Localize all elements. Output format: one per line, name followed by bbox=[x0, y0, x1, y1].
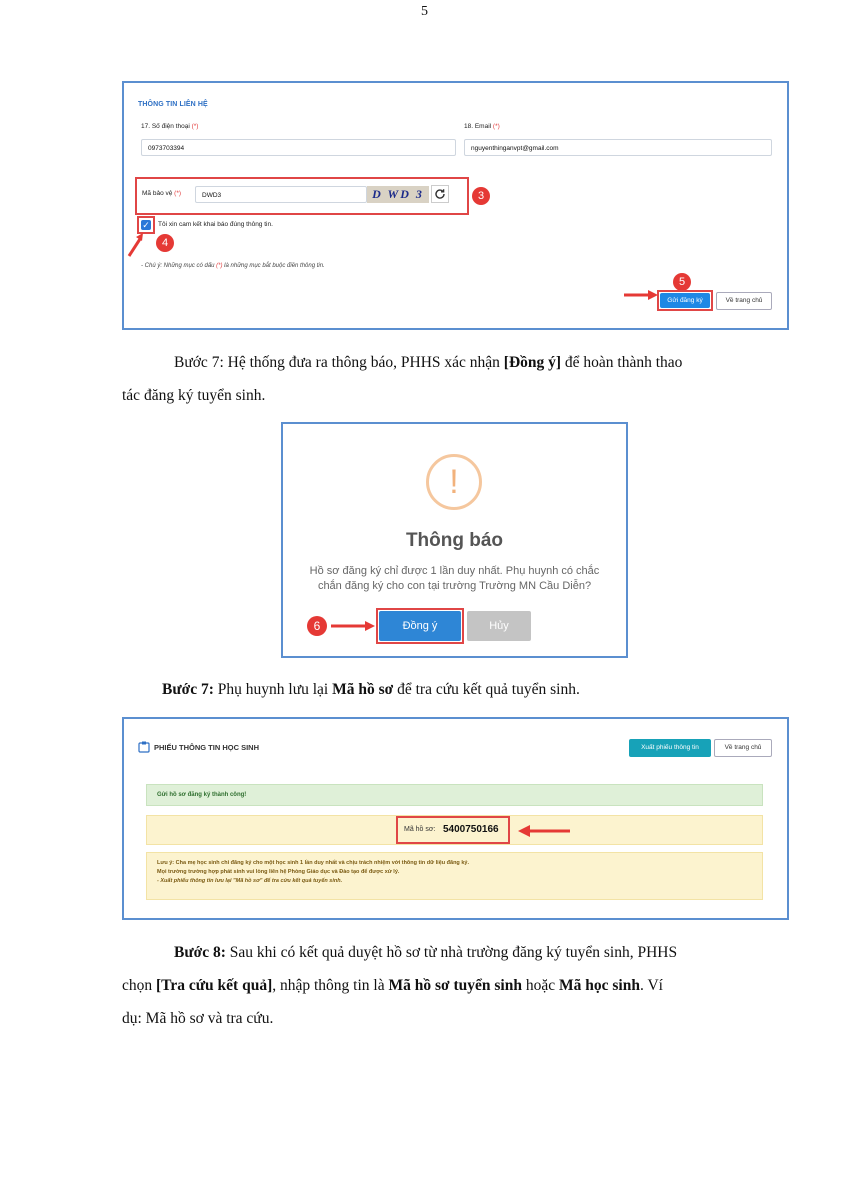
section-title: THÔNG TIN LIÊN HỆ bbox=[138, 101, 208, 108]
cancel-button[interactable]: Hủy bbox=[467, 611, 531, 641]
step-badge-6: 6 bbox=[307, 616, 327, 636]
phone-input[interactable]: 0973703394 bbox=[141, 139, 456, 156]
pointer-arrow-icon bbox=[622, 289, 660, 301]
step-badge-4: 4 bbox=[156, 234, 174, 252]
export-button[interactable]: Xuất phiếu thông tin bbox=[629, 739, 711, 757]
pointer-arrow-icon bbox=[516, 824, 572, 838]
warning-icon: ! bbox=[426, 454, 482, 510]
success-alert: Gửi hồ sơ đăng ký thành công! bbox=[146, 784, 763, 806]
code-label: Mã hồ sơ: bbox=[404, 826, 436, 833]
notice-alert: Lưu ý: Cha mẹ học sinh chỉ đăng ký cho một học sinh 1 lần duy nhất và chịu trách nhiệm với thông tin dữ liệu đăng ký. Mọi trường trường hợp phát sinh vui lòng liên hệ Phòng Giáo dục và Đào tạo để được xử lý. - Xuất phiếu thông tin lưu lại "Mã hồ sơ" để tra cứu kết quả tuyển sinh. bbox=[146, 852, 763, 900]
home-button[interactable]: Về trang chủ bbox=[716, 292, 772, 310]
ok-button[interactable]: Đồng ý bbox=[379, 611, 461, 641]
submit-button[interactable]: Gửi đăng ký bbox=[660, 293, 710, 308]
phone-label: 17. Số điện thoại (*) bbox=[141, 123, 199, 130]
code-highlight bbox=[396, 816, 510, 844]
student-sheet-screenshot bbox=[122, 717, 789, 920]
required-note: - Chú ý: Những mục có dấu (*) là những mục bắt buộc điền thông tin. bbox=[141, 263, 325, 269]
contact-form-screenshot bbox=[122, 81, 789, 330]
confirm-dialog-screenshot bbox=[281, 422, 628, 658]
dialog-title: Thông báo bbox=[405, 530, 504, 551]
code-value: 5400750166 bbox=[443, 824, 499, 835]
commit-checkbox[interactable]: ✓ bbox=[142, 220, 150, 230]
sheet-title: PHIẾU THÔNG TIN HỌC SINH bbox=[154, 743, 260, 752]
captcha-image: D WD 3 bbox=[367, 186, 429, 203]
commit-text: Tôi xin cam kết khai báo đúng thông tin. bbox=[158, 221, 273, 228]
captcha-label: Mã bảo vệ (*) bbox=[142, 190, 182, 197]
email-label: 18. Email (*) bbox=[464, 123, 500, 130]
step8-paragraph: Bước 8: Sau khi có kết quả duyệt hồ sơ từ nhà trường đăng ký tuyển sinh, PHHS chọn [Tra cứu kết quả], nhập thông tin là Mã hồ sơ tuyển sinh hoặc Mã học sinh. Ví dụ: Mã hồ sơ và tra cứu. bbox=[122, 944, 678, 1027]
dialog-message: Hồ sơ đăng ký chỉ được 1 lần duy nhất. Phụ huynh có chắc chắn đăng ký cho con tại trường Trường MN Cầu Diễn? bbox=[309, 565, 600, 592]
email-input[interactable]: nguyenthinganvpt@gmail.com bbox=[464, 139, 772, 156]
captcha-input[interactable]: DWD3 bbox=[195, 186, 367, 203]
clipboard-icon bbox=[138, 741, 150, 753]
page-number: 5 bbox=[421, 4, 428, 19]
step7-paragraph: Bước 7: Hệ thống đưa ra thông báo, PHHS xác nhận [Đồng ý] để hoàn thành thao tác đăng ký tuyển sinh. bbox=[122, 354, 683, 404]
pointer-arrow-icon bbox=[126, 231, 148, 259]
refresh-icon[interactable] bbox=[431, 185, 449, 203]
step-badge-3: 3 bbox=[472, 187, 490, 205]
home-button[interactable]: Về trang chủ bbox=[714, 739, 772, 757]
pointer-arrow-icon bbox=[329, 620, 377, 632]
step-badge-5: 5 bbox=[673, 273, 691, 291]
step7b-paragraph: Bước 7: Phụ huynh lưu lại Mã hồ sơ để tra cứu kết quả tuyển sinh. bbox=[162, 681, 580, 698]
